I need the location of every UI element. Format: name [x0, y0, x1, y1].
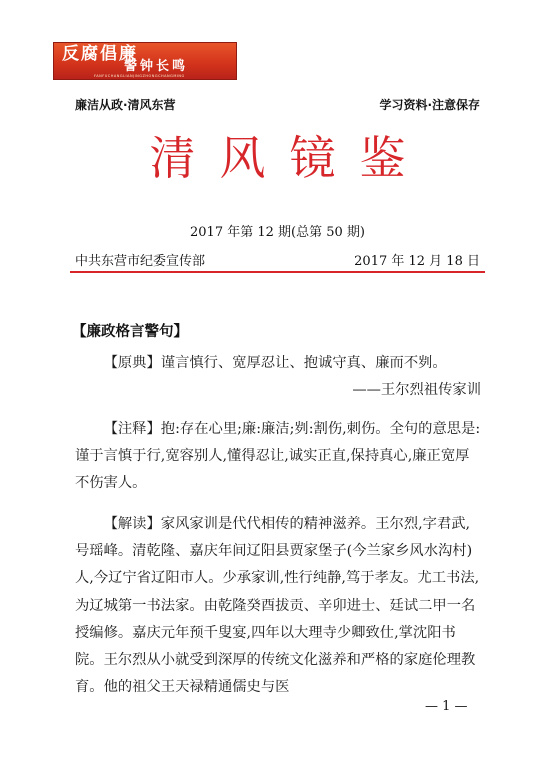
logo-line2: 警钟长鸣	[124, 59, 189, 74]
original-paragraph	[75, 350, 481, 376]
original-source: ——王尔烈祖传家训	[352, 382, 481, 398]
header-left-slogan: 廉洁从政·清风东营	[75, 98, 176, 112]
header-right-slogan: 学习资料·注意保存	[379, 98, 480, 112]
original-tag: 【原典】	[103, 355, 161, 371]
original-text: 谨言慎行、宽厚忍让、抱诚守真、廉而不刿。	[160, 355, 447, 371]
publish-date: 2017 年 12 月 18 日	[354, 254, 480, 269]
anticorruption-logo	[53, 42, 237, 80]
interpretation-tag: 【解读】	[103, 516, 161, 532]
interpretation-text: 家风家训是代代相传的精神滋养。王尔烈,字君武,号瑶峰。清乾隆、嘉庆年间辽阳县贾家堡子(今兰家乡风水沟村)人,今辽宁省辽阳市人。少承家训,性行纯静,笃于孝友。尤工书法,为辽城第一书法家。由乾隆癸酉拔贡、辛卯进士、廷试二甲一名授编修。嘉庆元年预千叟宴,四年以大理寺少卿致仕,掌沈阳书院。王尔烈从小就受到深厚的传统文化滋养和严格的家庭伦理教育。他的祖父王天禄精通儒史与医	[75, 516, 480, 696]
annotation-paragraph	[75, 416, 481, 497]
publisher: 中共东营市纪委宣传部	[75, 254, 206, 269]
logo-line1: 反腐倡廉	[62, 44, 138, 64]
section-title: 【廉政格言警句】	[72, 324, 188, 340]
masthead-title: 清风镜鉴	[149, 131, 430, 185]
header-divider	[70, 271, 485, 273]
annotation-text: 抱:存在心里;廉:廉洁;刿:割伤,刺伤。全句的意思是:谨于言慎于行,宽容别人,懂得忍让,诚实正直,保持真心,廉正宽厚不伤害人。	[75, 421, 481, 491]
issue-number: 2017 年第 12 期(总第 50 期)	[190, 225, 365, 240]
logo-subtitle: FANFUCHANGLIANJINGZHONGCHANGMING	[94, 74, 185, 78]
page-number: — 1 —	[425, 699, 468, 714]
interpretation-paragraph	[75, 511, 481, 701]
annotation-tag: 【注释】	[103, 421, 161, 437]
